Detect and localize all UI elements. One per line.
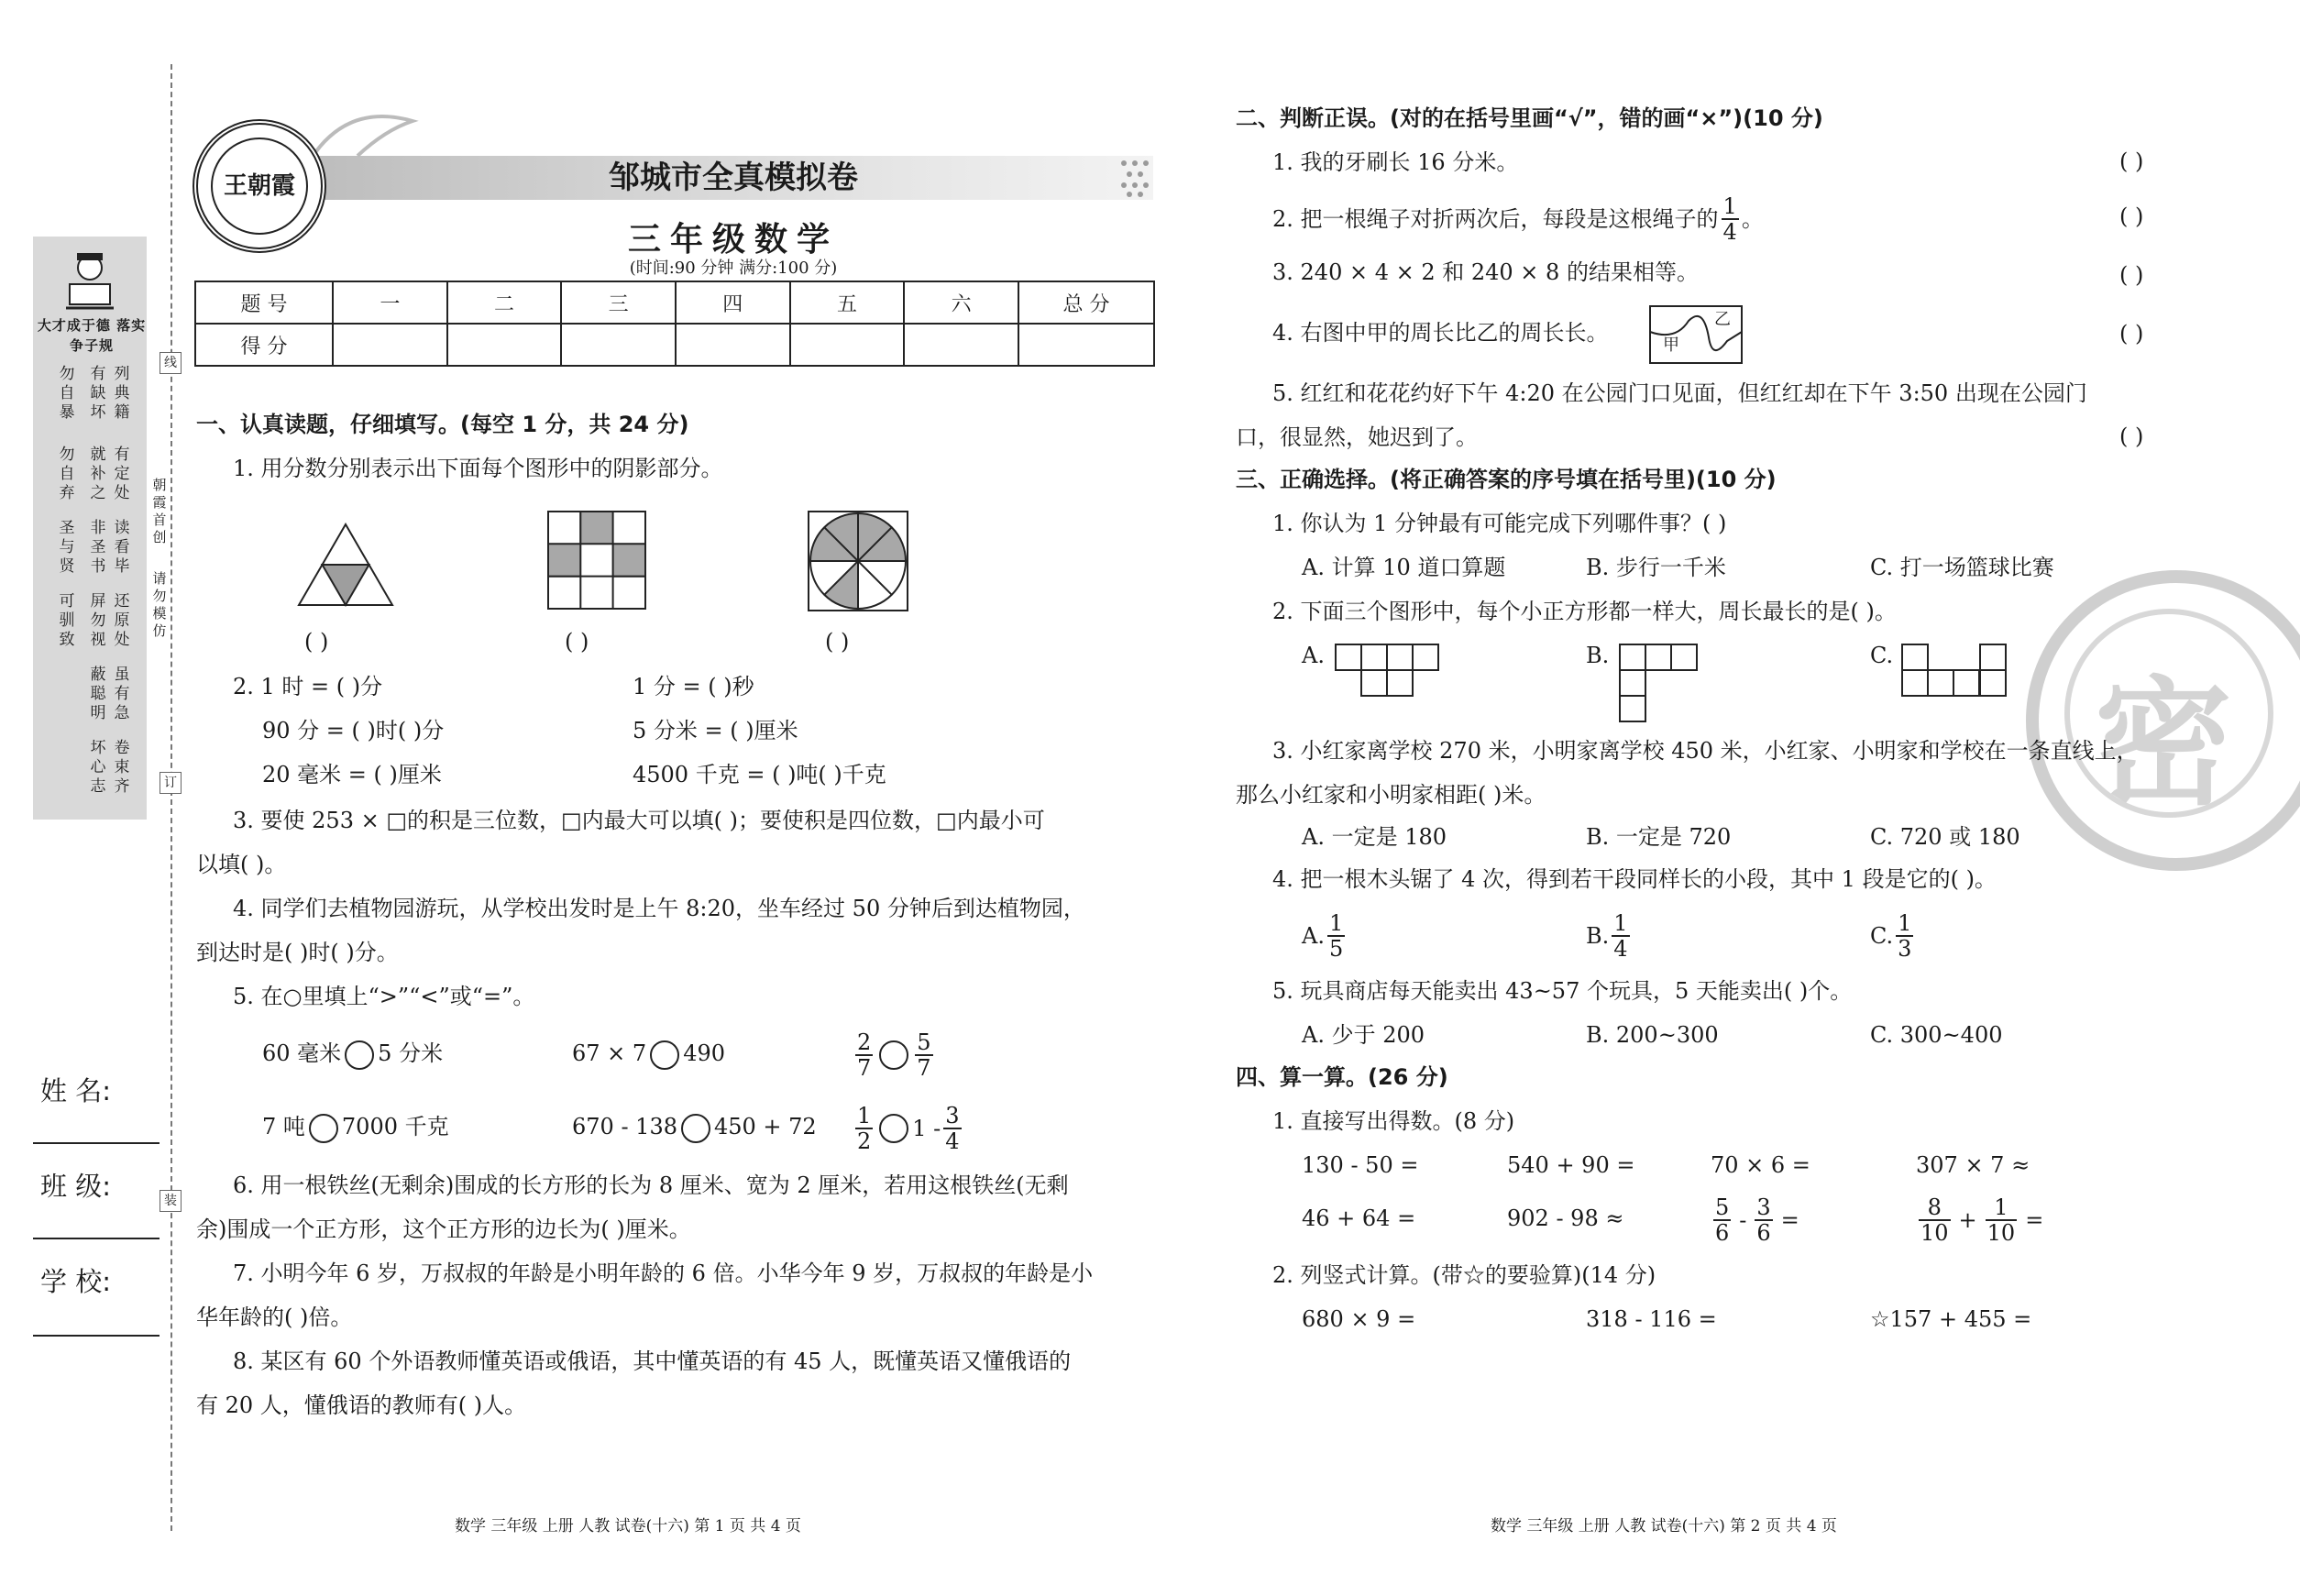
binding-mark: 线	[160, 352, 182, 374]
calc-item: 70 × 6 =	[1711, 1152, 1810, 1178]
compare-right: 490	[683, 1040, 725, 1066]
school-label: 学 校:	[40, 1266, 111, 1297]
fraction: $\frac{1}{10}$	[1986, 1194, 2016, 1246]
motto-column: 圣与贤	[59, 519, 75, 576]
option[interactable]: B. $\frac{1}{4}$	[1586, 910, 1628, 962]
motto-column: 就补之	[90, 446, 106, 502]
option[interactable]: B. 一定是 720	[1586, 824, 1732, 850]
compare-circle[interactable]	[345, 1040, 374, 1070]
motto-column: 勿自暴	[59, 365, 75, 422]
compare-right: 5 分米	[378, 1040, 444, 1066]
question-text: 5. 玩具商店每天能卖出 43~57 个玩具，5 天能卖出( )个。	[1272, 978, 1853, 1004]
figure-label: 乙	[1714, 310, 1731, 329]
fraction: $\frac{5}{7}$	[917, 1029, 931, 1081]
question-text: 4. 把一根木头锯了 4 次，得到若干段同样长的小段，其中 1 段是它的( )。	[1272, 866, 1997, 892]
score-table-header-row	[195, 281, 1154, 324]
score-cell[interactable]	[676, 324, 790, 366]
fraction: $\frac{5}{6}$	[1715, 1194, 1730, 1246]
question-text: 口，很显然，她迟到了。	[1236, 424, 1478, 450]
motto-column: 列典籍	[114, 365, 130, 422]
score-cell[interactable]	[790, 324, 905, 366]
motto-column: 虽有急	[114, 666, 130, 722]
calc-item: $\frac{5}{6}$ - $\frac{3}{6}$ =	[1715, 1194, 1799, 1246]
option[interactable]: A. 计算 10 道口算题	[1302, 555, 1506, 580]
question-text: 1. 我的牙刷长 16 分米。	[1272, 149, 1519, 175]
calc-item: 902 - 98 ≈	[1507, 1205, 1624, 1231]
calc-item: 540 + 90 =	[1507, 1152, 1635, 1178]
exam-title: 邹城市全真模拟卷	[609, 160, 858, 196]
binding-mark: 订	[160, 772, 182, 794]
answer-blank[interactable]: ( )	[2119, 262, 2144, 288]
question-text: 4. 同学们去植物园游玩，从学校出发时是上午 8:20，坐车经过 50 分钟后到达植物园，	[233, 896, 1085, 921]
name-label: 姓 名:	[40, 1075, 111, 1106]
answer-blank[interactable]: ( )	[565, 629, 589, 655]
calc-item: 307 × 7 ≈	[1916, 1152, 2030, 1178]
motto-column: 卷束齐	[114, 739, 130, 796]
section-heading: 二、判断正误。(对的在括号里画“√”，错的画“×”)(10 分)	[1236, 105, 1823, 131]
score-table-row	[195, 324, 1154, 366]
question-text: 2. 列竖式计算。(带☆的要验算)(14 分)	[1272, 1262, 1656, 1288]
motto-label: 大才成于德 落实争子规	[37, 317, 147, 354]
question-text: 8. 某区有 60 个外语教师懂英语或俄语，其中懂英语的有 45 人，既懂英语又懂俄语的	[233, 1348, 1072, 1374]
option[interactable]: A.	[1302, 643, 1325, 668]
question-text: 1. 用分数分别表示出下面每个图形中的阴影部分。	[233, 456, 723, 481]
fraction: $\frac{1}{3}$	[1898, 910, 1912, 962]
fraction: $\frac{2}{7}$	[857, 1029, 872, 1081]
dot-pattern-icon	[1118, 156, 1155, 200]
question-text: 余)围成一个正方形，这个正方形的边长为( )厘米。	[196, 1216, 691, 1242]
option[interactable]: A. 少于 200	[1302, 1022, 1425, 1048]
question-text: 1. 你认为 1 分钟最有可能完成下列哪件事？( )	[1272, 511, 1727, 536]
question-text: 4500 千克 = ( )吨( )千克	[633, 762, 886, 787]
motto-column: 勿自弃	[59, 446, 75, 502]
question-text: 以填( )。	[196, 852, 287, 877]
score-table-header: 四	[676, 281, 790, 324]
fraction: $\frac{3}{6}$	[1756, 1194, 1771, 1246]
score-table-header: 三	[561, 281, 676, 324]
question-text: 1. 直接写出得数。(8 分)	[1272, 1108, 1515, 1134]
binding-mark: 装	[160, 1190, 182, 1212]
option[interactable]: A. $\frac{1}{5}$	[1302, 910, 1344, 962]
compare-item	[853, 1030, 936, 1080]
motto-column: 有缺坏	[90, 365, 106, 422]
motto-column: 读看毕	[114, 519, 130, 576]
compare-item	[572, 1113, 817, 1143]
cut-line	[171, 64, 172, 1531]
section-heading: 一、认真读题，仔细填写。(每空 1 分，共 24 分)	[196, 412, 689, 437]
option[interactable]: B. 步行一千米	[1586, 555, 1726, 580]
answer-blank[interactable]: ( )	[825, 629, 850, 655]
question-text: 1 分 = ( )秒	[633, 674, 754, 699]
fraction: $\frac{1}{4}$	[1613, 910, 1628, 962]
question-text: 3. 240 × 4 × 2 和 240 × 8 的结果相等。	[1272, 259, 1699, 285]
circle-figure	[807, 510, 909, 612]
compare-circle[interactable]	[681, 1114, 710, 1143]
fraction: $\frac{1}{2}$	[857, 1103, 872, 1154]
compare-left: 7 吨	[262, 1114, 305, 1139]
compare-right: 450 + 72	[713, 1114, 817, 1139]
motto-column: 非圣书	[90, 519, 106, 576]
motto-column: 屏勿视	[90, 592, 106, 649]
option[interactable]: C. 300~400	[1870, 1022, 2003, 1048]
shape-option-a	[1335, 644, 1439, 700]
school-field[interactable]	[33, 1335, 160, 1337]
question-text: 5 分米 = ( )厘米	[633, 718, 798, 743]
answer-blank[interactable]: ( )	[304, 629, 329, 655]
calc-item: $\frac{8}{10}$ + $\frac{1}{10}$ =	[1920, 1194, 2044, 1246]
copyright-notice: 请勿模仿	[152, 570, 167, 639]
score-table-header: 五	[790, 281, 905, 324]
calc-item: 46 + 64 =	[1302, 1205, 1416, 1231]
calc-item: ☆157 + 455 =	[1870, 1306, 2032, 1332]
publisher-logo	[193, 119, 326, 253]
scholar-illustration-icon	[57, 244, 123, 315]
score-cell[interactable]	[447, 324, 562, 366]
compare-item	[262, 1040, 443, 1070]
fraction: $\frac{1}{4}$	[1722, 193, 1737, 245]
exam-time-info: (时间:90 分钟 满分:100 分)	[629, 259, 838, 278]
question-text: 到达时是( )时( )分。	[196, 940, 399, 965]
question-text: 3. 要使 253 × □的积是三位数，□内最大可以填( )；要使积是四位数，□内最小可	[233, 808, 1045, 833]
compare-circle[interactable]	[309, 1114, 338, 1143]
motto-column: 可驯致	[59, 592, 75, 649]
score-cell[interactable]	[561, 324, 676, 366]
score-table-header: 六	[904, 281, 1018, 324]
score-cell[interactable]	[904, 324, 1018, 366]
grid-figure	[546, 510, 649, 612]
question-text: 5. 在○里填上“>”“<”或“=”。	[233, 984, 535, 1009]
compare-item: $\frac{1}{2}$ 1 - $\frac{3}{4}$	[857, 1103, 960, 1154]
copyright-notice: 朝霞首创	[152, 477, 167, 545]
motto-column: 坏心志	[90, 739, 106, 796]
answer-blank[interactable]: ( )	[2119, 321, 2144, 347]
score-table-header: 二	[447, 281, 562, 324]
compare-left: 60 毫米	[262, 1040, 342, 1066]
name-field[interactable]	[33, 1142, 160, 1144]
figure-label: 甲	[1663, 336, 1679, 355]
answer-blank[interactable]: ( )	[2119, 424, 2144, 449]
score-table-header: 题 号	[195, 281, 333, 324]
question-text: 20 毫米 = ( )厘米	[262, 762, 442, 787]
option[interactable]: C.	[1870, 643, 1894, 668]
question-text: 7. 小明今年 6 岁，万叔叔的年龄是小明年龄的 6 倍。小华今年 9 岁，万叔叔的年龄是小	[233, 1260, 1094, 1286]
score-cell[interactable]	[1018, 324, 1154, 366]
class-field[interactable]	[33, 1238, 160, 1239]
option[interactable]: B.	[1586, 643, 1610, 668]
option[interactable]: C. 720 或 180	[1870, 824, 2020, 850]
question-text: 2. 把一根绳子对折两次后，每段是这根绳子的 $\frac{1}{4}$ 。	[1272, 193, 1764, 245]
question-text: 5. 红红和花花约好下午 4:20 在公园门口见面，但红红却在下午 3:50 出现在公园门	[1272, 380, 2087, 406]
calc-item: 130 - 50 =	[1302, 1152, 1419, 1178]
class-label: 班 级:	[40, 1171, 111, 1202]
motto-column: 蔽聪明	[90, 666, 106, 722]
shape-option-b	[1619, 644, 1700, 726]
question-text: 2. 1 时 = ( )分	[233, 674, 383, 699]
compare-right: 7000 千克	[341, 1114, 449, 1139]
question-text: 6. 用一根铁丝(无剩余)围成的长方形的长为 8 厘米、宽为 2 厘米，若用这根铁丝(无剩	[233, 1172, 1069, 1198]
score-table-header: 总 分	[1018, 281, 1154, 324]
compare-circle[interactable]	[879, 1040, 908, 1070]
triangle-figure	[295, 521, 396, 609]
compare-item	[572, 1040, 725, 1070]
compare-left: 67 × 7	[572, 1040, 647, 1066]
motto-column: 有定处	[114, 446, 130, 502]
fraction: $\frac{3}{4}$	[945, 1103, 960, 1154]
publisher-logo-text: 王朝霞	[223, 172, 295, 200]
answer-blank[interactable]: ( )	[2119, 149, 2144, 174]
calc-item: 680 × 9 =	[1302, 1306, 1416, 1332]
option[interactable]: B. 200~300	[1586, 1022, 1719, 1048]
page-footer: 数学 三年级 上册 人教 试卷(十六) 第 1 页 共 4 页	[455, 1517, 801, 1535]
score-row-label: 得 分	[195, 324, 333, 366]
score-table-header: 一	[333, 281, 447, 324]
watermark-text: 密	[2094, 665, 2232, 824]
question-text: 3. 小红家离学校 270 米，小明家离学校 450 米，小红家、小明家和学校在一条直线上，	[1272, 738, 2139, 764]
answer-blank[interactable]: ( )	[2119, 204, 2144, 229]
page-footer: 数学 三年级 上册 人教 试卷(十六) 第 2 页 共 4 页	[1491, 1517, 1837, 1535]
score-cell[interactable]	[333, 324, 447, 366]
question-text: 2. 下面三个图形中，每个小正方形都一样大，周长最长的是( )。	[1272, 599, 1897, 624]
compare-circle[interactable]	[879, 1114, 908, 1143]
shape-option-c	[1901, 644, 2008, 700]
fraction: $\frac{8}{10}$	[1920, 1194, 1949, 1246]
ribbon-icon	[303, 103, 431, 167]
calc-item: 318 - 116 =	[1586, 1306, 1717, 1332]
motto-column: 还原处	[114, 592, 130, 649]
compare-circle[interactable]	[650, 1040, 679, 1070]
section-heading: 三、正确选择。(将正确答案的序号填在括号里)(10 分)	[1236, 467, 1777, 492]
question-text: 华年龄的( )倍。	[196, 1304, 353, 1330]
option[interactable]: C. $\frac{1}{3}$	[1870, 910, 1912, 962]
question-text: 那么小红家和小明家相距( )米。	[1236, 782, 1546, 808]
exam-subject: 三年级数学	[627, 221, 839, 259]
question-text: 4. 右图中甲的周长比乙的周长长。	[1272, 320, 1609, 346]
compare-left: 670 - 138	[572, 1114, 677, 1139]
compare-item	[262, 1113, 449, 1143]
score-table	[194, 281, 1155, 367]
question-text: 90 分 = ( )时( )分	[262, 718, 445, 743]
question-text: 有 20 人，懂俄语的教师有( )人。	[196, 1392, 527, 1418]
option[interactable]: A. 一定是 180	[1302, 824, 1447, 850]
section-heading: 四、算一算。(26 分)	[1236, 1064, 1448, 1090]
fraction: $\frac{1}{5}$	[1328, 910, 1344, 962]
option[interactable]: C. 打一场篮球比赛	[1870, 555, 2054, 580]
